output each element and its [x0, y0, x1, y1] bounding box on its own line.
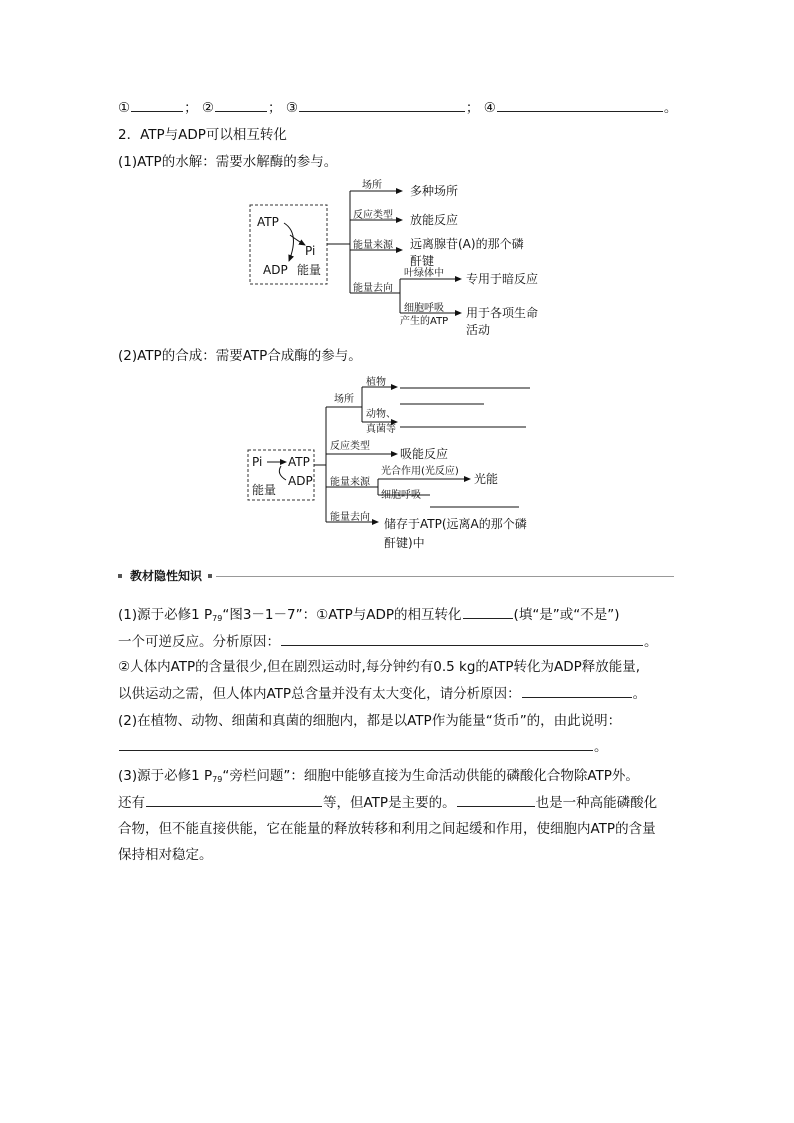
q1-line1: (1)源于必修1 $P_{79}“$图3－1－7”：①ATP与ADP的相互转化 (填“是”或“不是”)	[118, 604, 620, 629]
q1-blank-analysis[interactable]	[522, 683, 632, 698]
blank-2[interactable]	[215, 97, 267, 112]
q3-blank-others[interactable]	[146, 792, 322, 807]
label-reaction-type: 反应类型	[330, 441, 370, 452]
box-atp: ATP	[288, 455, 310, 469]
label-site: 场所	[362, 180, 382, 191]
label-animal: 动物、	[366, 409, 396, 420]
value-fate-1: 储存于ATP(远离A的那个磷	[384, 517, 527, 531]
q3-line2: 还有 等，但ATP是主要的。 也是一种高能磷酸化	[118, 792, 657, 813]
pi-arrow	[290, 235, 305, 245]
label-respiration: 细胞呼吸	[381, 490, 421, 501]
value-reaction-type: 放能反应	[410, 213, 459, 227]
label-chloroplast: 叶绿体中	[404, 268, 444, 279]
q1-line4: 以供运动之需，但人体内ATP总含量并没有太大变化，请分析原因： 。	[118, 683, 646, 704]
synthesis-intro: (2)ATP的合成：需要ATP合成酶的参与。	[118, 348, 362, 364]
q1-blank-reason[interactable]	[281, 631, 643, 646]
label-respiration-2: 产生的ATP	[400, 316, 449, 327]
q2-line2: 。	[118, 736, 608, 757]
label-reaction-type: 反应类型	[353, 210, 393, 221]
value-light: 光能	[474, 472, 499, 486]
synthesis-diagram	[0, 370, 794, 560]
value-respiration-1: 用于各项生命	[466, 306, 539, 320]
box-adp: ADP	[288, 474, 313, 488]
hydrolysis-intro: (1)ATP的水解：需要水解酶的参与。	[118, 154, 338, 170]
q3-blank-compound[interactable]	[457, 792, 535, 807]
q3-line3: 合物，但不能直接供能，它在能量的释放转移和利用之间起缓和作用，使细胞内ATP的含量	[118, 821, 656, 837]
answer-blanks-line: ① ； ② ； ③ ； ④ 。	[118, 97, 677, 118]
value-energy-source-2: 酐键	[410, 254, 435, 268]
hydrolysis-arrow	[284, 223, 293, 261]
label-energy-source: 能量来源	[353, 240, 393, 251]
value-respiration-2: 活动	[466, 323, 491, 335]
q3-line1: (3)源于必修1 $P_{79}“$旁栏问题”：细胞中能够直接为生命活动供能的磷酸化合物除ATP外。	[118, 768, 639, 784]
label-plant: 植物	[366, 377, 386, 388]
label-fungi: 真菌等	[366, 424, 396, 435]
value-site: 多种场所	[410, 184, 459, 198]
hidden-knowledge-header	[118, 568, 674, 584]
label-energy-fate: 能量去向	[353, 283, 393, 294]
q1-blank-is[interactable]	[463, 604, 513, 619]
box-pi: Pi	[305, 244, 316, 258]
box-atp: ATP	[257, 215, 279, 229]
section-rule	[216, 576, 674, 577]
label-photosynthesis: 光合作用(光反应)	[381, 466, 459, 477]
value-chloroplast: 专用于暗反应	[466, 272, 539, 286]
value-reaction-type: 吸能反应	[400, 447, 449, 461]
value-energy-source-1: 远离腺苷(A)的那个磷	[410, 237, 524, 251]
box-pi: Pi	[252, 455, 263, 469]
blank-3[interactable]	[299, 97, 465, 112]
label-energy-fate: 能量去向	[330, 512, 370, 523]
blank-4[interactable]	[497, 97, 663, 112]
q2-line1: (2)在植物、动物、细菌和真菌的细胞内，都是以ATP作为能量“货币”的，由此说明：	[118, 713, 622, 729]
bullet-square-icon	[208, 574, 212, 578]
q3-line4: 保持相对稳定。	[118, 847, 213, 863]
hidden-knowledge-heading: 教材隐性知识	[130, 569, 203, 583]
label-energy-source: 能量来源	[330, 477, 370, 488]
label-respiration: 细胞呼吸	[404, 303, 444, 314]
blank-1[interactable]	[131, 97, 183, 112]
q1-line2: 一个可逆反应。分析原因： 。	[118, 631, 658, 652]
q2-blank[interactable]	[119, 736, 593, 751]
hydrolysis-diagram	[0, 175, 794, 335]
q1-line3: ②人体内ATP的含量很少,但在剧烈运动时,每分钟约有0.5 kg的ATP转化为ADP释放能量,	[118, 659, 641, 675]
value-fate-2: 酐键)中	[384, 536, 425, 550]
box-energy: 能量	[252, 483, 277, 497]
section-title: 2．ATP与ADP可以相互转化	[118, 127, 287, 143]
label-site: 场所	[334, 394, 354, 405]
box-energy: 能量	[297, 263, 322, 277]
bullet-square-icon	[118, 574, 122, 578]
box-adp: ADP	[263, 263, 288, 277]
